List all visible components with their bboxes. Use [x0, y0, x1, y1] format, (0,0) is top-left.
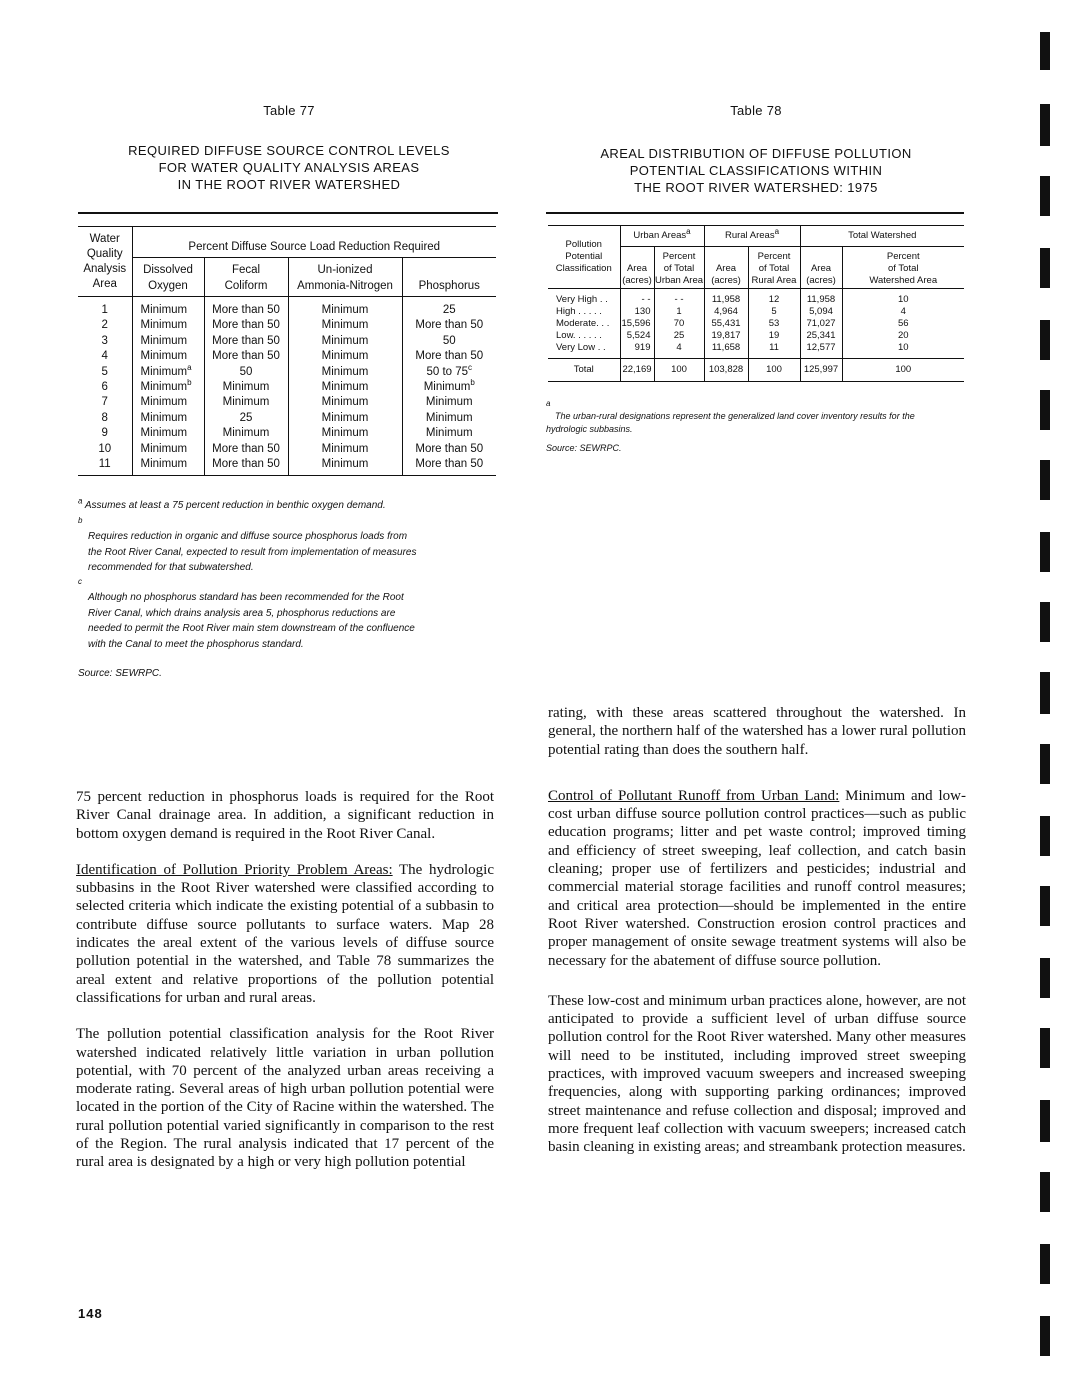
- table77-footnote-c: c Although no phosphorus standard has been recommended for the Root River Canal, which drains analysis area 5, phosphorus reductions are needed to permit the Root River main stem downstream of the confluence with the Canal to meet the phosphorus standard.: [78, 586, 498, 652]
- table77-cell-area: [78, 297, 132, 319]
- section-heading: Identification of Pollution Priority Problem Areas:: [76, 861, 393, 878]
- table77-cell-value: More than 50: [212, 458, 280, 471]
- footnote-line: the Root River Canal, expected to result from implementation of measures: [88, 546, 417, 558]
- table77-cell-value: Minimum: [222, 396, 270, 409]
- table78-header-sup: a: [686, 226, 691, 236]
- table77-cell-footnote-mark: b: [187, 378, 192, 388]
- edge-mark: [1040, 390, 1050, 430]
- edge-mark: [1040, 672, 1050, 714]
- table77-header-area-line: Area: [92, 277, 117, 290]
- table77-cell-value: More than 50: [212, 304, 280, 316]
- footnote-line: River Canal, which drains analysis area 5, phosphorus reductions are: [88, 607, 396, 619]
- table77-cell-do: [132, 395, 204, 410]
- table77-cell-value: Minimum: [140, 458, 188, 471]
- table78-header-total-pct: [842, 247, 964, 289]
- table78-heading-line: POTENTIAL CLASSIFICATIONS WITHIN: [629, 163, 883, 178]
- table78-cell-rp: 53: [748, 318, 800, 330]
- table78-cell-up: 70: [654, 318, 704, 330]
- table78-row: [548, 318, 964, 330]
- table77-cell-nh: [288, 426, 402, 441]
- table78-header-line: Percent: [662, 251, 696, 262]
- table78-header-class-line: Potential: [565, 251, 603, 262]
- table77-cell-fc: [204, 334, 288, 349]
- table77-cell-value: 50 to 75: [426, 365, 469, 378]
- table77-heading-line: REQUIRED DIFFUSE SOURCE CONTROL LEVELS: [128, 143, 450, 158]
- table77-cell-value: 50: [442, 334, 456, 347]
- table78-header-line: of Total: [888, 263, 919, 274]
- table77-cell-value: 5: [101, 365, 108, 378]
- section-heading: Control of Pollutant Runoff from Urban Land:: [548, 787, 840, 804]
- table77-cell-value: More than 50: [212, 319, 280, 332]
- table78-cell-ra: 11,658: [704, 342, 748, 359]
- table77-cell-value: 25: [239, 411, 253, 424]
- table77-cell-value: Minimum: [321, 350, 369, 363]
- table78-header-rural-area: [704, 247, 748, 289]
- edge-mark: [1040, 1172, 1050, 1212]
- table77-row: [78, 318, 496, 333]
- table78-cell-rp: 5: [748, 306, 800, 318]
- table77-cell-do: [132, 426, 204, 441]
- table78-cell-up: - -: [654, 289, 704, 307]
- table77-cell-value: Minimum: [222, 427, 270, 440]
- table77-cell-value: Minimum: [140, 427, 188, 440]
- table78-cell-ta: 25,341: [800, 330, 842, 342]
- right-paragraph-1: rating, with these areas scattered throughout the watershed. In general, the northern half of the watershed has a lower rural pollution potential rating than does the southern half.: [548, 705, 966, 758]
- table78-header-line: Area: [715, 263, 737, 274]
- table78-cell-up: 25: [654, 330, 704, 342]
- table77-cell-p: [402, 334, 496, 349]
- table78-total-tp: 100: [842, 359, 964, 382]
- table77-cell-nh: [288, 442, 402, 457]
- table77-cell-fc: [204, 380, 288, 395]
- table77-cell-value: Minimum: [140, 319, 188, 332]
- table77-header-nh-line: Ammonia-Nitrogen: [297, 279, 393, 292]
- table78-header-rural-label: Rural Areas: [724, 230, 775, 241]
- table78-total-cls: Total: [548, 359, 620, 382]
- table77-header-do-line: Oxygen: [148, 279, 188, 292]
- table77-cell-value: Minimum: [140, 350, 188, 363]
- table77-cell-footnote-mark: a: [187, 362, 192, 372]
- table77-cell-value: 2: [101, 319, 108, 332]
- table77-footnote-a: [78, 498, 498, 514]
- edge-mark: [1040, 176, 1050, 216]
- table77-header-fc: [204, 258, 288, 297]
- table77-header-area: [78, 227, 132, 297]
- table77-cell-p: [402, 395, 496, 410]
- table77-cell-value: Minimum: [321, 442, 369, 455]
- table77-row: [78, 349, 496, 364]
- table77-footnote-b: b Requires reduction in organic and diffuse source phosphorus loads from the Root River Canal, expected to result from implementation of measures recommended for that subwatershed.: [78, 525, 498, 576]
- table77-cell-value: 8: [101, 411, 108, 424]
- table77-cell-value: More than 50: [415, 458, 484, 471]
- table78-header-line: Percent: [886, 251, 920, 262]
- table78-cell-ta: 71,027: [800, 318, 842, 330]
- table77-cell-do: [132, 442, 204, 457]
- table77-cell-footnote-mark: c: [468, 362, 473, 372]
- table78-total-ua: 22,169: [620, 359, 654, 382]
- table78-cell-ua: 5,524: [620, 330, 654, 342]
- table77-cell-p: [402, 442, 496, 457]
- table77-row: [78, 411, 496, 426]
- footnote-line: needed to permit the Root River main stem downstream of the confluence: [88, 623, 415, 634]
- footnote-mark: a: [78, 496, 83, 506]
- table77-cell-value: Minimum: [321, 458, 369, 471]
- table78-cell-rp: 11: [748, 342, 800, 359]
- table77-cell-p: [402, 411, 496, 426]
- table77-cell-value: Minimum: [425, 427, 473, 440]
- table77-cell-p: [402, 362, 496, 380]
- table77-cell-area: [78, 365, 132, 380]
- table77-cell-do: [132, 457, 204, 476]
- table78-total-row: [548, 359, 964, 382]
- table78-header-urban-pct: [654, 247, 704, 289]
- table77-cell-value: More than 50: [415, 350, 484, 363]
- table78-header-line: Watershed Area: [869, 275, 938, 286]
- table77-header-p: Phosphorus: [402, 258, 496, 297]
- table77-cell-p: [402, 457, 496, 476]
- left-paragraph-2: [76, 861, 494, 1007]
- table78-cell-up: 1: [654, 306, 704, 318]
- table78-cell-tp: 20: [897, 330, 909, 341]
- table77-cell-footnote-mark: b: [470, 378, 475, 388]
- table78-cell-ta: 12,577: [800, 342, 842, 359]
- edge-mark: [1040, 886, 1050, 926]
- table77-cell-value: 9: [101, 427, 108, 440]
- edge-mark: [1040, 816, 1050, 856]
- right-paragraph-3: These low-cost and minimum urban practices alone, however, are not anticipated to provide a sufficient level of urban diffuse source pollution control for the Root River watershed. Many other measures will need to be instituted, including improved street sweeping practices, with improved vacuum sweepers and increased sweeping frequencies, along with supporting parking ordinances; improved street maintenance and refuse collection and disposal; improved and more frequent leaf collection with vacuum sweepers; increased catch basin cleaning in existing areas; and streambank protection measures.: [548, 992, 966, 1156]
- table77-cell-value: Minimum: [222, 381, 270, 394]
- table78-header-line: (acres): [711, 275, 741, 286]
- table77-header-nh: [288, 258, 402, 297]
- table77-cell-value: Minimum: [321, 334, 369, 347]
- right-paragraph-2: [548, 787, 966, 970]
- table77-cell-value: 50: [239, 365, 253, 378]
- table78-header-urban: [620, 226, 704, 247]
- table77-cell-do: [132, 334, 204, 349]
- table77-cell-fc: [204, 365, 288, 380]
- table77-cell-fc: [204, 297, 288, 319]
- right-column: [548, 704, 966, 1157]
- table78-cell-tp: 10: [897, 294, 909, 305]
- table77-cell-value: More than 50: [212, 350, 280, 363]
- table78-cell-tp: 4: [900, 306, 906, 317]
- table78-header-rural-pct: [748, 247, 800, 289]
- table78-row: [548, 289, 964, 307]
- table77-row: [78, 380, 496, 395]
- table77-cell-do: [132, 411, 204, 426]
- table77-cell-fc: [204, 426, 288, 441]
- table77-row: [78, 442, 496, 457]
- table78-cell-ua: 15,596: [620, 318, 654, 330]
- edge-mark: [1040, 32, 1050, 70]
- table77-heading-line: IN THE ROOT RIVER WATERSHED: [177, 177, 401, 192]
- table77-cell-area: [78, 395, 132, 410]
- table77-cell-area: [78, 442, 132, 457]
- table78-total-up: 100: [654, 359, 704, 382]
- footnote-line: The urban-rural designations represent the generalized land cover inventory results for the: [555, 411, 915, 421]
- table77-cell-p: [402, 349, 496, 364]
- table78-header-class-line: Pollution: [565, 239, 602, 250]
- table77-cell-value: Minimum: [140, 442, 188, 455]
- table78-cell-up: 4: [654, 342, 704, 359]
- table77-cell-value: Minimum: [425, 396, 473, 409]
- table77-cell-value: More than 50: [415, 319, 484, 332]
- table77-cell-value: More than 50: [212, 334, 280, 347]
- table77-cell-do: [132, 297, 204, 319]
- table77-cell-value: 1: [101, 304, 108, 316]
- left-paragraph-3: The pollution potential classification analysis for the Root River watershed indicated relatively little variation in urban pollution potential, with 70 percent of the analyzed urban areas receiving a moderate rating. Several areas of high urban pollution potential were located in the portion of the City of Racine within the watershed. The rural pollution potential varied significantly in comparison to the rest of the Region. The rural analysis indicated that 17 percent of the rural area is designated by a high or very high pollution potential: [76, 1026, 494, 1171]
- table78-header-line: Urban Area: [654, 275, 704, 286]
- left-paragraph-1: 75 percent reduction in phosphorus loads is required for the Root River Canal drainage area. In addition, a significant reduction in bottom oxygen demand is required in the Root River Canal.: [76, 789, 494, 842]
- left-column: [76, 788, 494, 1172]
- table78-cell-cls: Moderate. . .: [548, 318, 620, 330]
- table78-cell-ra: 19,817: [704, 330, 748, 342]
- edge-mark: [1040, 1028, 1050, 1068]
- table78-total-rp: 100: [748, 359, 800, 382]
- table77-row: [78, 297, 496, 319]
- table78-header-urban-area: [620, 247, 654, 289]
- table78-cell-ra: 11,958: [704, 289, 748, 307]
- table77-cell-value: Minimum: [140, 365, 188, 378]
- table78-cell-ta: 5,094: [800, 306, 842, 318]
- table77: [78, 226, 496, 476]
- table78-cell-rp: 19: [748, 330, 800, 342]
- table78-footnote-a: a The urban-rural designations represent the generalized land cover inventory results for the hydrologic subbasins.: [546, 406, 966, 436]
- table78-header-line: of Total: [663, 263, 695, 274]
- table78-body: [548, 289, 964, 359]
- footnote-line: hydrologic subbasins.: [546, 424, 633, 434]
- table77-cell-do: [132, 349, 204, 364]
- edge-mark: [1040, 104, 1050, 146]
- table78-header-line: Rural Area: [751, 275, 797, 286]
- table77-top-rule: [78, 212, 498, 214]
- table77-cell-value: Minimum: [425, 411, 473, 424]
- table78-source: Source: SEWRPC.: [546, 443, 622, 453]
- edge-mark: [1040, 248, 1050, 288]
- edge-mark: [1040, 1316, 1050, 1356]
- table77-cell-nh: [288, 380, 402, 395]
- table77-cell-p: [402, 318, 496, 333]
- edge-mark: [1040, 1244, 1050, 1284]
- table77-cell-nh: [288, 297, 402, 319]
- table78-header-line: Area: [810, 263, 832, 274]
- table77-heading: [80, 142, 498, 193]
- table77-cell-area: [78, 426, 132, 441]
- table78-header-line: (acres): [622, 275, 652, 286]
- table78: [548, 225, 964, 382]
- table77-cell-value: Minimum: [140, 396, 188, 409]
- table77-cell-fc: [204, 318, 288, 333]
- table77-heading-line: FOR WATER QUALITY ANALYSIS AREAS: [158, 160, 420, 175]
- table78-title: Table 78: [730, 103, 782, 118]
- table77-cell-nh: [288, 334, 402, 349]
- table77-cell-fc: [204, 395, 288, 410]
- table78-header-total: Total Watershed: [800, 226, 964, 247]
- table77-cell-p: [402, 426, 496, 441]
- table78-cell-ua: 130: [620, 306, 654, 318]
- table78-cell-cls: Very High . .: [548, 289, 620, 307]
- table77-header-fc-line: Fecal: [231, 264, 261, 277]
- table77-cell-nh: [288, 349, 402, 364]
- table78-cell-ua: 919: [620, 342, 654, 359]
- table77-cell-p: [402, 380, 496, 395]
- table77-header-area-line: Quality: [86, 247, 123, 260]
- table77-cell-value: Minimum: [321, 396, 369, 409]
- table78-cell-tp: 56: [897, 318, 909, 329]
- table78-header-line: Area: [626, 263, 648, 274]
- table77-cell-fc: [204, 349, 288, 364]
- table77-cell-value: Minimum: [140, 381, 188, 394]
- edge-mark: [1040, 460, 1050, 500]
- table78-header-total-area: [800, 247, 842, 289]
- table78-total-ta: 125,997: [800, 359, 842, 382]
- table77-cell-value: Minimum: [321, 381, 369, 394]
- table77-header-area-line: Analysis: [83, 262, 127, 275]
- table77-cell-p: [402, 297, 496, 319]
- table77-cell-value: 7: [101, 396, 108, 409]
- table77-cell-value: Minimum: [140, 411, 188, 424]
- table78-cell-ua: - -: [620, 289, 654, 307]
- table77-cell-fc: [204, 457, 288, 476]
- table78-header-rural: [704, 226, 800, 247]
- table78-heading-line: AREAL DISTRIBUTION OF DIFFUSE POLLUTION: [600, 146, 912, 161]
- table77-cell-value: More than 50: [212, 442, 280, 455]
- table77-header-fc-line: Coliform: [224, 279, 268, 292]
- edge-mark: [1040, 602, 1050, 642]
- table78-row: [548, 330, 964, 342]
- table77-cell-area: [78, 318, 132, 333]
- table77-cell-fc: [204, 442, 288, 457]
- table77-cell-value: Minimum: [423, 381, 471, 394]
- table78-header-urban-label: Urban Areas: [633, 230, 687, 241]
- table77-cell-area: [78, 380, 132, 395]
- table77-body: [78, 297, 496, 476]
- edge-mark: [1040, 1100, 1050, 1142]
- table78-header-line: of Total: [758, 263, 790, 274]
- footnote-line: Although no phosphorus standard has been recommended for the Root: [88, 592, 404, 603]
- table78-row: [548, 306, 964, 318]
- table78-cell-ra: 55,431: [704, 318, 748, 330]
- table77-cell-area: [78, 457, 132, 476]
- table77-cell-do: [132, 318, 204, 333]
- table78-cell-cls: Very Low . .: [548, 342, 620, 359]
- edge-mark: [1040, 320, 1050, 360]
- table77-cell-fc: [204, 411, 288, 426]
- table77-cell-nh: [288, 318, 402, 333]
- table77-title: Table 77: [263, 103, 315, 118]
- table77-header-nh-line: Un-ionized: [317, 264, 373, 277]
- table77-cell-area: [78, 411, 132, 426]
- page-number: 148: [78, 1306, 103, 1321]
- table77-cell-value: Minimum: [321, 319, 369, 332]
- table78-cell-tp: 10: [897, 342, 909, 353]
- table77-cell-nh: [288, 365, 402, 380]
- table77-cell-nh: [288, 457, 402, 476]
- table77-cell-value: Minimum: [140, 304, 188, 316]
- table77-cell-value: Minimum: [321, 304, 369, 316]
- table78-header-class: [548, 226, 620, 289]
- table78-heading-line: THE ROOT RIVER WATERSHED: 1975: [634, 180, 878, 195]
- table77-cell-value: 4: [101, 350, 108, 363]
- table78-cell-rp: 12: [748, 289, 800, 307]
- table78-total-ra: 103,828: [704, 359, 748, 382]
- table77-cell-nh: [288, 411, 402, 426]
- table78-cell-ta: 11,958: [800, 289, 842, 307]
- footnote-line: with the Canal to meet the phosphorus standard.: [88, 638, 304, 650]
- table77-header-area-line: Water: [89, 232, 120, 245]
- table78-cell-cls: Low. . . . . .: [548, 330, 620, 342]
- edge-mark: [1040, 532, 1050, 572]
- table77-cell-value: 25: [442, 304, 456, 316]
- table77-source: Source: SEWRPC.: [78, 668, 162, 679]
- footnote-line: Requires reduction in organic and diffuse source phosphorus loads from: [88, 531, 408, 542]
- edge-mark: [1040, 744, 1050, 784]
- table78-heading: [548, 145, 964, 196]
- table78-header-class-line: Classification: [555, 263, 612, 274]
- paragraph-text: The hydrologic subbasins in the Root River watershed were classified according to selected criteria which indicate the existing potential of a subbasin to contribute diffuse source pollutants to surface waters. Map 28 indicates the areal extent of the various levels of diffuse source pollution potential in the watershed, and Table 78 summarizes the areal extent and relative proportions of the pollution potential classifications for urban and rural areas.: [76, 861, 494, 1006]
- table77-cell-value: Minimum: [321, 427, 369, 440]
- table77-cell-area: [78, 349, 132, 364]
- paragraph-text: Minimum and low-cost urban diffuse source pollution control practices—such as public education programs; litter and pet waste control; improved timing and efficiency of street sweeping, leaf collection, and catch basin cleaning; proper use of fertilizers and pesticides; industrial and commercial material storage facilities and runoff control measures; and critical area protection—should be implemented in the entire Root River watershed. Construction erosion control practices and proper management of onsite sewage treatment systems will also be necessary for the abatement of diffuse source pollution.: [548, 787, 966, 969]
- table77-header-do-line: Dissolved: [143, 264, 193, 277]
- table77-cell-value: Minimum: [321, 365, 369, 378]
- footnote-line: recommended for that subwatershed.: [88, 562, 254, 573]
- table78-cell-cls: High . . . . .: [548, 306, 620, 318]
- table77-cell-area: [78, 334, 132, 349]
- table77-cell-do: [132, 380, 204, 395]
- table77-cell-value: Minimum: [321, 411, 369, 424]
- table77-cell-value: More than 50: [415, 442, 484, 455]
- table78-header-line: Percent: [757, 251, 791, 262]
- table77-cell-do: [132, 362, 204, 380]
- table78-header-line: (acres): [806, 275, 836, 286]
- table78-cell-ra: 4,964: [704, 306, 748, 318]
- table77-row: [78, 395, 496, 410]
- table77-cell-value: 3: [101, 334, 108, 347]
- table77-header-group: Percent Diffuse Source Load Reduction Required: [132, 227, 496, 258]
- table77-cell-value: Minimum: [140, 334, 188, 347]
- table78-header-sup: a: [774, 226, 780, 236]
- table77-row: [78, 365, 496, 380]
- table77-row: [78, 334, 496, 349]
- footnote-text: Assumes at least a 75 percent reduction in benthic oxygen demand.: [84, 500, 386, 511]
- table77-header-do: [132, 258, 204, 297]
- table77-cell-value: 6: [101, 381, 108, 394]
- table78-row: [548, 342, 964, 359]
- table77-cell-nh: [288, 395, 402, 410]
- table77-cell-value: 10: [98, 442, 112, 455]
- table78-top-rule: [546, 212, 964, 214]
- edge-mark: [1040, 958, 1050, 998]
- table77-row: [78, 426, 496, 441]
- table77-cell-value: 11: [98, 458, 111, 471]
- table77-row: [78, 457, 496, 476]
